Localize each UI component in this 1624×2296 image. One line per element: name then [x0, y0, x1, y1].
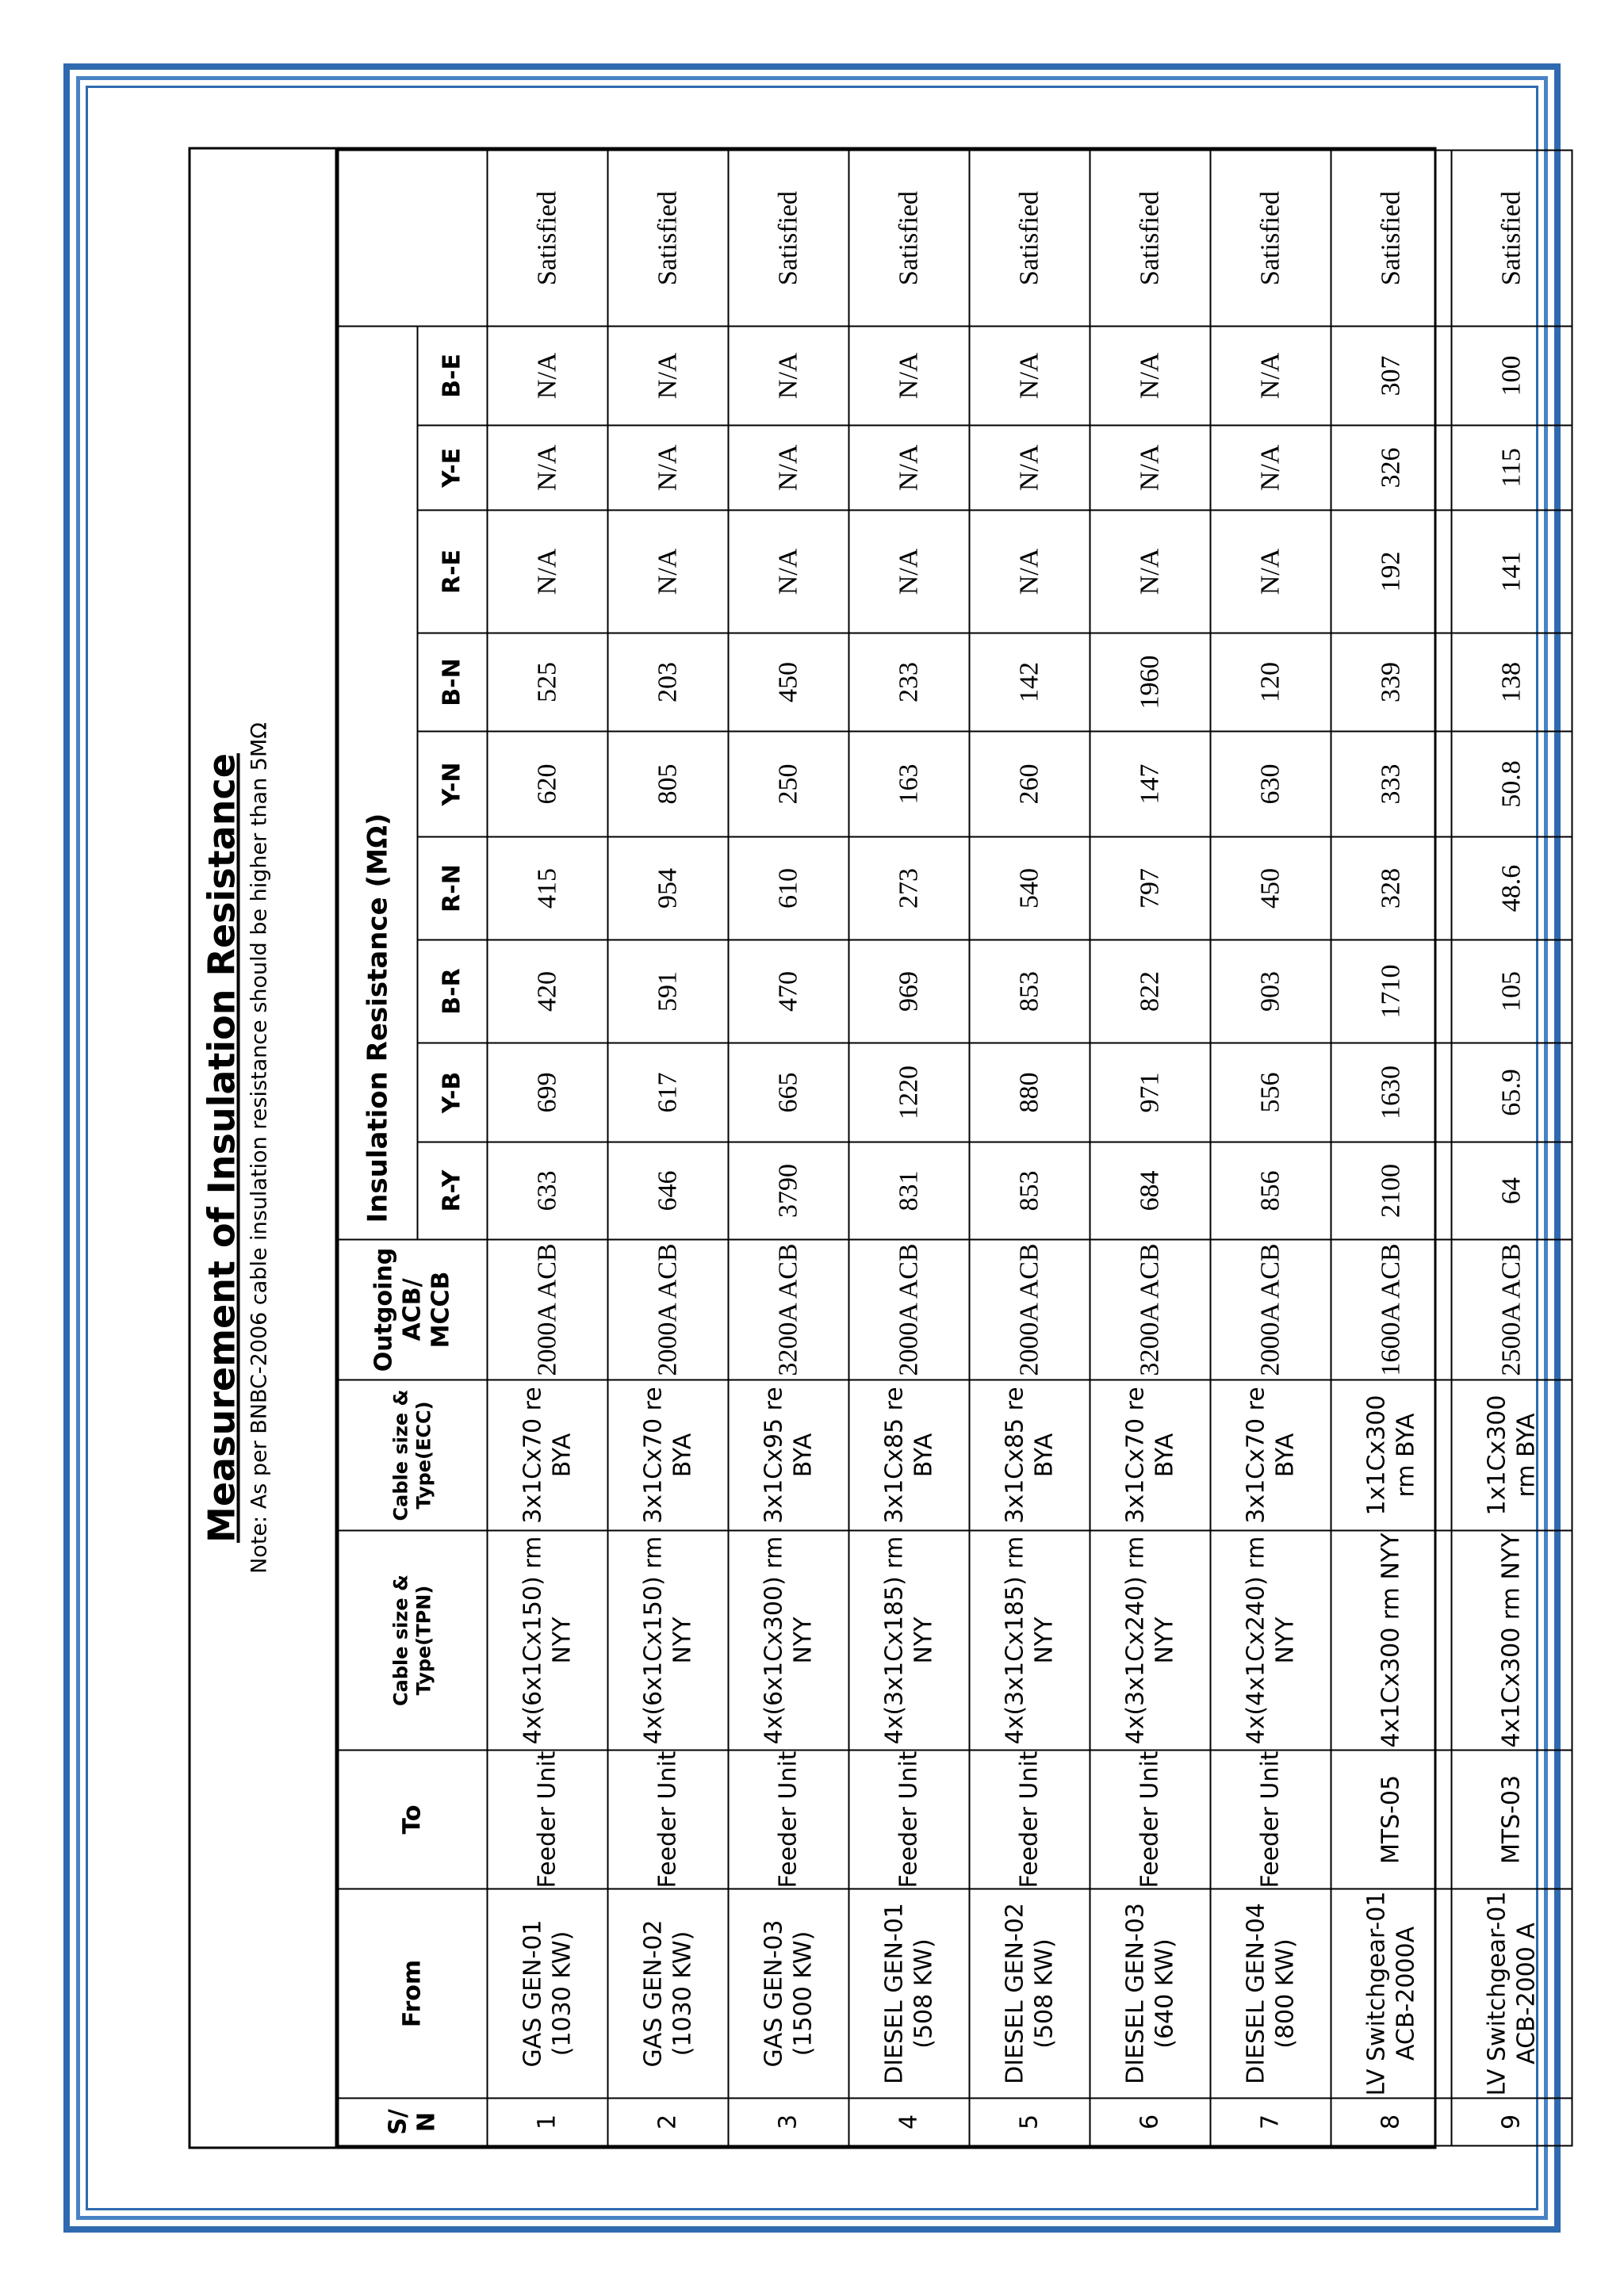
cell-cable-tpn: 4x(6x1Cx300) rm NYY	[728, 1531, 848, 1751]
header-cable-ecc: Cable size & Type(ECC)	[338, 1380, 487, 1531]
cell-ir-value: N/A	[848, 511, 969, 633]
cell-remark: Satisfied	[728, 151, 848, 327]
cell-from: GAS GEN-03 (1500 KW)	[728, 1889, 848, 2099]
header-ir-col: R-N	[417, 837, 487, 940]
cell-ir-value: 822	[1090, 940, 1210, 1043]
cell-ir-value: N/A	[1210, 511, 1331, 633]
cell-ir-value: 525	[487, 633, 607, 732]
header-ir-col: R-E	[417, 511, 487, 633]
cell-cable-ecc: 3x1Cx70 re BYA	[607, 1380, 728, 1531]
cell-cable-ecc: 1x1Cx300 rm BYA	[1331, 1380, 1451, 1531]
table-row	[1331, 151, 1451, 2146]
header-ir-col: B-E	[417, 326, 487, 425]
cell-to: Feeder Unit	[487, 1751, 607, 1889]
cell-ir-value: 147	[1090, 732, 1210, 837]
cell-ir-value: 333	[1331, 732, 1451, 837]
header-ir-col: R-Y	[417, 1142, 487, 1240]
table-row	[1090, 151, 1210, 2146]
cell-sn: 3	[728, 2099, 848, 2146]
cell-outgoing: 3200A ACB	[1090, 1240, 1210, 1380]
cell-ir-value: N/A	[969, 511, 1090, 633]
cell-ir-value: N/A	[1090, 426, 1210, 511]
header-to: To	[338, 1751, 487, 1889]
cell-from: GAS GEN-01 (1030 KW)	[487, 1889, 607, 2099]
cell-ir-value: 120	[1210, 633, 1331, 732]
cell-ir-value: 339	[1331, 633, 1451, 732]
cell-ir-value: 2100	[1331, 1142, 1451, 1240]
table-row	[1210, 151, 1331, 2146]
cell-ir-value: 450	[1210, 837, 1331, 940]
cell-cable-ecc: 3x1Cx85 re BYA	[969, 1380, 1090, 1531]
cell-ir-value: 328	[1331, 837, 1451, 940]
sheet-header	[190, 150, 337, 2147]
cell-ir-value: N/A	[1210, 426, 1331, 511]
standard-note: Note: As per BNBC-2006 cable insulation resistance should be higher than 5MΩ	[246, 722, 271, 1574]
cell-ir-value: 233	[848, 633, 969, 732]
cell-ir-value: 138	[1451, 633, 1572, 732]
table-body	[487, 151, 1572, 2146]
cell-from: DIESEL GEN-04 (800 KW)	[1210, 1889, 1331, 2099]
cell-ir-value: 307	[1331, 326, 1451, 425]
cell-ir-value: N/A	[969, 326, 1090, 425]
cell-remark: Satisfied	[1210, 151, 1331, 327]
cell-to: MTS-05	[1331, 1751, 1451, 1889]
cell-to: MTS-03	[1451, 1751, 1572, 1889]
cell-ir-value: 250	[728, 732, 848, 837]
cell-sn: 1	[487, 2099, 607, 2146]
cell-to: Feeder Unit	[969, 1751, 1090, 1889]
cell-ir-value: 142	[969, 633, 1090, 732]
cell-ir-value: 65.9	[1451, 1043, 1572, 1142]
cell-ir-value: 856	[1210, 1142, 1331, 1240]
cell-ir-value: 591	[607, 940, 728, 1043]
cell-ir-value: 115	[1451, 426, 1572, 511]
cell-remark: Satisfied	[1331, 151, 1451, 327]
header-ir-col: B-N	[417, 633, 487, 732]
cell-remark: Satisfied	[607, 151, 728, 327]
header-ir-col: Y-E	[417, 426, 487, 511]
cell-ir-value: 556	[1210, 1043, 1331, 1142]
cell-ir-value: N/A	[728, 511, 848, 633]
header-ir-col: Y-N	[417, 732, 487, 837]
cell-cable-tpn: 4x(3x1Cx240) rm NYY	[1090, 1531, 1210, 1751]
header-sn: S/ N	[338, 2099, 487, 2146]
cell-to: Feeder Unit	[607, 1751, 728, 1889]
cell-ir-value: 540	[969, 837, 1090, 940]
cell-ir-value: N/A	[1090, 511, 1210, 633]
cell-ir-value: 260	[969, 732, 1090, 837]
cell-ir-value: 163	[848, 732, 969, 837]
cell-cable-tpn: 4x1Cx300 rm NYY	[1331, 1531, 1451, 1751]
table-row	[848, 151, 969, 2146]
cell-cable-tpn: 4x(3x1Cx185) rm NYY	[848, 1531, 969, 1751]
cell-sn: 9	[1451, 2099, 1572, 2146]
cell-from: DIESEL GEN-02 (508 KW)	[969, 1889, 1090, 2099]
header-remark	[338, 151, 487, 327]
header-ir-col: Y-B	[417, 1043, 487, 1142]
cell-to: Feeder Unit	[1090, 1751, 1210, 1889]
cell-ir-value: 3790	[728, 1142, 848, 1240]
cell-cable-ecc: 3x1Cx70 re BYA	[487, 1380, 607, 1531]
cell-ir-value: 105	[1451, 940, 1572, 1043]
cell-ir-value: N/A	[1090, 326, 1210, 425]
cell-ir-value: N/A	[607, 426, 728, 511]
cell-ir-value: 853	[969, 1142, 1090, 1240]
cell-outgoing: 2000A ACB	[969, 1240, 1090, 1380]
document-title: Measurement of Insulation Resistance	[200, 753, 243, 1543]
cell-ir-value: 969	[848, 940, 969, 1043]
cell-ir-value: 273	[848, 837, 969, 940]
cell-ir-value: 797	[1090, 837, 1210, 940]
cell-sn: 4	[848, 2099, 969, 2146]
cell-sn: 8	[1331, 2099, 1451, 2146]
header-from: From	[338, 1889, 487, 2099]
cell-ir-value: 903	[1210, 940, 1331, 1043]
cell-ir-value: 470	[728, 940, 848, 1043]
cell-ir-value: 699	[487, 1043, 607, 1142]
cell-ir-value: N/A	[487, 326, 607, 425]
cell-outgoing: 2500A ACB	[1451, 1240, 1572, 1380]
header-ir-group: Insulation Resistance (MΩ)	[338, 326, 417, 1239]
cell-sn: 5	[969, 2099, 1090, 2146]
table-row	[969, 151, 1090, 2146]
cell-from: DIESEL GEN-03 (640 KW)	[1090, 1889, 1210, 2099]
cell-sn: 7	[1210, 2099, 1331, 2146]
table-header-row	[338, 151, 417, 2146]
table-row	[1451, 151, 1572, 2146]
cell-from: LV Switchgear-01 ACB-2000A	[1331, 1889, 1451, 2099]
cell-remark: Satisfied	[1451, 151, 1572, 327]
cell-ir-value: 192	[1331, 511, 1451, 633]
insulation-resistance-table	[337, 150, 1572, 2147]
header-cable-tpn: Cable size & Type(TPN)	[338, 1531, 487, 1751]
cell-cable-ecc: 1x1Cx300 rm BYA	[1451, 1380, 1572, 1531]
cell-ir-value: 326	[1331, 426, 1451, 511]
cell-outgoing: 3200A ACB	[728, 1240, 848, 1380]
cell-outgoing: 1600A ACB	[1331, 1240, 1451, 1380]
cell-to: Feeder Unit	[1210, 1751, 1331, 1889]
cell-ir-value: 954	[607, 837, 728, 940]
cell-ir-value: 1960	[1090, 633, 1210, 732]
cell-remark: Satisfied	[969, 151, 1090, 327]
cell-ir-value: 665	[728, 1043, 848, 1142]
cell-ir-value: N/A	[969, 426, 1090, 511]
cell-ir-value: 853	[969, 940, 1090, 1043]
cell-ir-value: 630	[1210, 732, 1331, 837]
cell-ir-value: N/A	[728, 426, 848, 511]
cell-ir-value: 880	[969, 1043, 1090, 1142]
cell-ir-value: N/A	[607, 511, 728, 633]
cell-from: DIESEL GEN-01 (508 KW)	[848, 1889, 969, 2099]
cell-ir-value: 617	[607, 1043, 728, 1142]
cell-ir-value: 50.8	[1451, 732, 1572, 837]
cell-ir-value: 415	[487, 837, 607, 940]
table-row	[487, 151, 607, 2146]
cell-sn: 2	[607, 2099, 728, 2146]
cell-remark: Satisfied	[487, 151, 607, 327]
cell-ir-value: 1220	[848, 1043, 969, 1142]
cell-ir-value: 646	[607, 1142, 728, 1240]
cell-ir-value: 450	[728, 633, 848, 732]
cell-ir-value: N/A	[1210, 326, 1331, 425]
cell-cable-tpn: 4x(6x1Cx150) rm NYY	[487, 1531, 607, 1751]
cell-ir-value: N/A	[607, 326, 728, 425]
cell-ir-value: 48.6	[1451, 837, 1572, 940]
table-row	[607, 151, 728, 2146]
cell-ir-value: 100	[1451, 326, 1572, 425]
cell-ir-value: N/A	[487, 511, 607, 633]
cell-ir-value: 633	[487, 1142, 607, 1240]
cell-remark: Satisfied	[848, 151, 969, 327]
cell-sn: 6	[1090, 2099, 1210, 2146]
cell-cable-tpn: 4x(4x1Cx240) rm NYY	[1210, 1531, 1331, 1751]
cell-cable-ecc: 3x1Cx70 re BYA	[1210, 1380, 1331, 1531]
cell-from: LV Switchgear-01 ACB-2000 A	[1451, 1889, 1572, 2099]
cell-to: Feeder Unit	[728, 1751, 848, 1889]
cell-cable-tpn: 4x(3x1Cx185) rm NYY	[969, 1531, 1090, 1751]
insulation-resistance-sheet	[188, 147, 1540, 2149]
cell-remark: Satisfied	[1090, 151, 1210, 327]
cell-ir-value: 831	[848, 1142, 969, 1240]
cell-outgoing: 2000A ACB	[607, 1240, 728, 1380]
cell-outgoing: 2000A ACB	[487, 1240, 607, 1380]
cell-cable-tpn: 4x(6x1Cx150) rm NYY	[607, 1531, 728, 1751]
cell-cable-ecc: 3x1Cx70 re BYA	[1090, 1380, 1210, 1531]
cell-cable-ecc: 3x1Cx95 re BYA	[728, 1380, 848, 1531]
cell-ir-value: N/A	[848, 426, 969, 511]
table-row	[728, 151, 848, 2146]
cell-ir-value: 64	[1451, 1142, 1572, 1240]
cell-ir-value: 805	[607, 732, 728, 837]
cell-ir-value: N/A	[487, 426, 607, 511]
cell-ir-value: 203	[607, 633, 728, 732]
cell-ir-value: 684	[1090, 1142, 1210, 1240]
cell-ir-value: 1710	[1331, 940, 1451, 1043]
cell-cable-tpn: 4x1Cx300 rm NYY	[1451, 1531, 1572, 1751]
cell-ir-value: N/A	[848, 326, 969, 425]
cell-ir-value: N/A	[728, 326, 848, 425]
cell-ir-value: 971	[1090, 1043, 1210, 1142]
cell-to: Feeder Unit	[848, 1751, 969, 1889]
cell-outgoing: 2000A ACB	[848, 1240, 969, 1380]
cell-from: GAS GEN-02 (1030 KW)	[607, 1889, 728, 2099]
cell-ir-value: 141	[1451, 511, 1572, 633]
cell-ir-value: 620	[487, 732, 607, 837]
cell-ir-value: 420	[487, 940, 607, 1043]
cell-ir-value: 610	[728, 837, 848, 940]
cell-outgoing: 2000A ACB	[1210, 1240, 1331, 1380]
cell-cable-ecc: 3x1Cx85 re BYA	[848, 1380, 969, 1531]
header-outgoing: Outgoing ACB/ MCCB	[338, 1240, 487, 1380]
cell-ir-value: 1630	[1331, 1043, 1451, 1142]
header-ir-col: B-R	[417, 940, 487, 1043]
